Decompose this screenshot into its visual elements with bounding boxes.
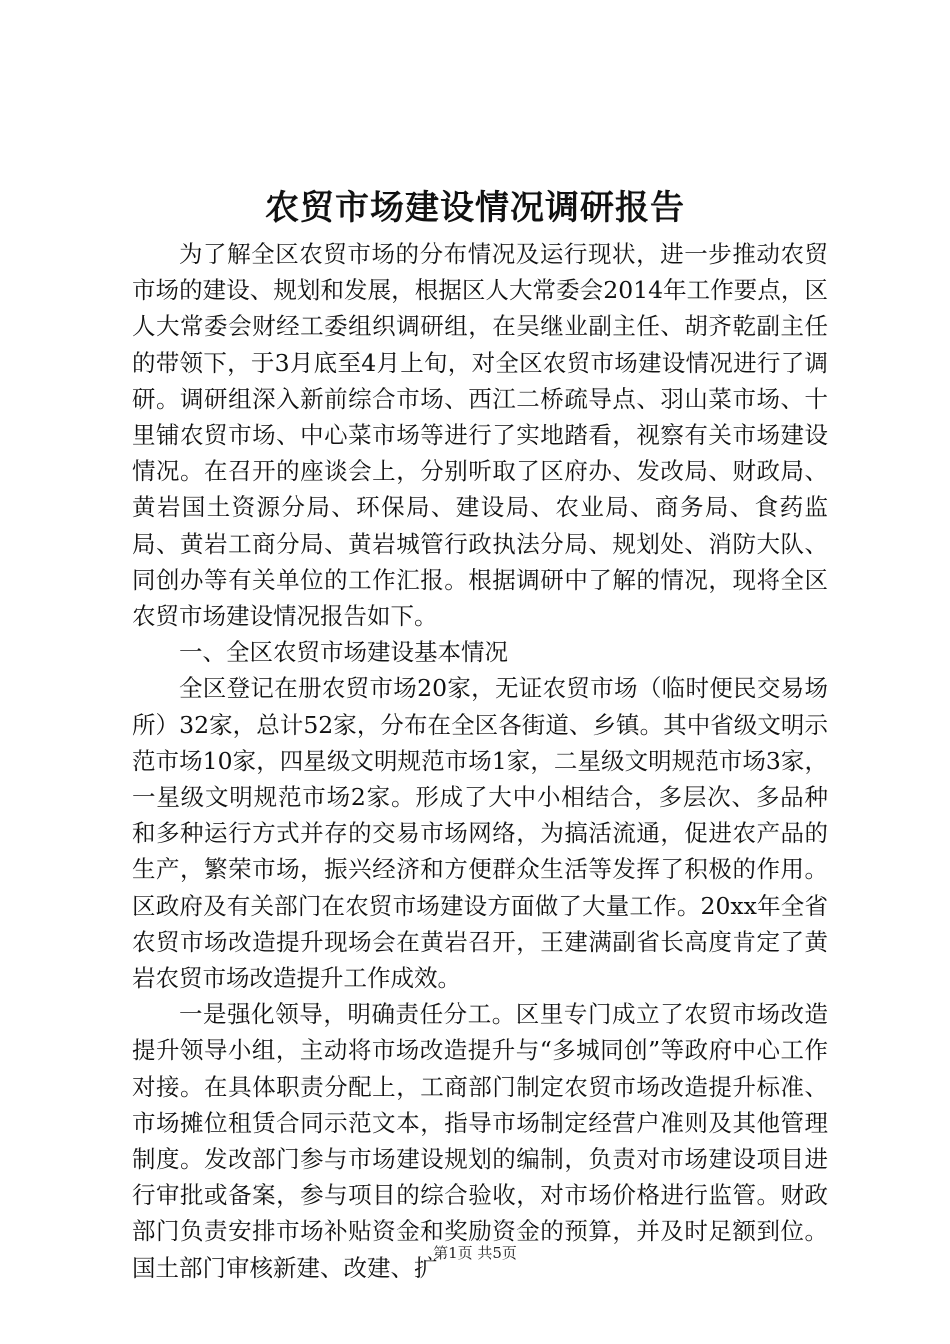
section-heading-1: 一、全区农贸市场建设基本情况 — [179, 638, 508, 667]
page-footer: 第1页 共5页 — [433, 1244, 517, 1262]
paragraph-intro: 为了解全区农贸市场的分布情况及运行现状，进一步推动农贸市场的建设、规划和发展，根据区人大常委会2014年工作要点，区人大常委会财经工委组织调研组，在吴继业副主任、胡齐乾副主任的带领下，于3月底至4月上旬，对全区农贸市场建设情况进行了调研。调研组深入新前综合市场、西江二桥疏导点、羽山菜市场、十里铺农贸市场、中心菜市场等进行了实地踏看，视察有关市场建设情况。在召开的座谈会上，分别听取了区府办、发改局、财政局、黄岩国土资源分局、环保局、建设局、农业局、商务局、食药监局、黄岩工商分局、黄岩城管行政执法分局、规划处、消防大队、同创办等有关单位的工作汇报。根据调研中了解的情况，现将全区农贸市场建设情况报告如下。 — [132, 240, 828, 631]
paragraph-overview: 全区登记在册农贸市场20家，无证农贸市场（临时便民交易场所）32家，总计52家，分布在全区各街道、乡镇。其中省级文明示范市场10家，四星级文明规范市场1家，二星级文明规范市场3家，一星级文明规范市场2家。形成了大中小相结合，多层次、多品种和多种运行方式并存的交易市场网络，为搞活流通，促进农产品的生产，繁荣市场，振兴经济和方便群众生活等发挥了积极的作用。区政府及有关部门在农贸市场建设方面做了大量工作。20xx年全省农贸市场改造提升现场会在黄岩召开，王建满副省长高度肯定了黄岩农贸市场改造提升工作成效。 — [132, 674, 828, 993]
paragraph-point-1: 一是强化领导，明确责任分工。区里专门成立了农贸市场改造提升领导小组，主动将市场改造提升与“多城同创”等政府中心工作对接。在具体职责分配上，工商部门制定农贸市场改造提升标准、市场摊位租赁合同示范文本，指导市场制定经营户准则及其他管理制度。发改部门参与市场建设规划的编制，负责对市场建设项目进行审批或备案，参与项目的综合验收，对市场价格进行监管。财政部门负责安排市场补贴资金和奖励资金的预算，并及时足额到位。国土部门审核新建、改建、扩 — [132, 1000, 828, 1282]
document-body — [132, 236, 828, 1286]
document-title: 农贸市场建设情况调研报告 — [265, 188, 685, 228]
